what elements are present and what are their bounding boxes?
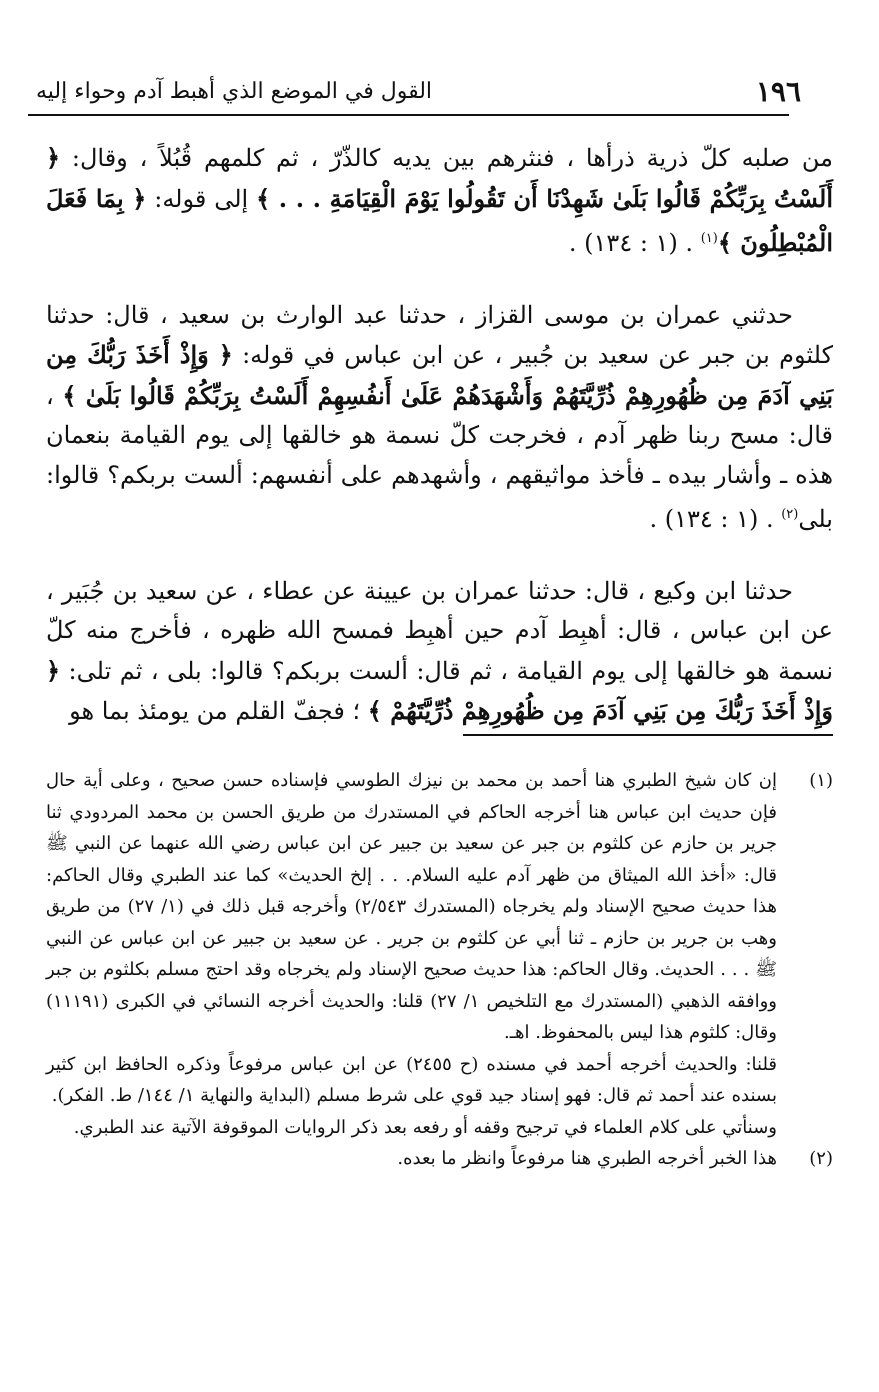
footnote-paragraph: قلنا: والحديث أخرجه أحمد في مسنده (ح ٢٤٥٥) عن ابن عباس مرفوعاً وذكره الحافظ ابن كثير بسنده عند أحمد ثم قال: فهو إسناد جيد قوي على شرط مسلم (البداية والنهاية ١/ ١٤٤/ ط. الفكر).	[46, 1053, 778, 1106]
footnote-paragraph: إن كان شيخ الطبري هنا أحمد بن محمد بن نيزك الطوسي فإسناده حسن صحيح ، وعلى أية حال فإن حديث ابن عباس هنا أخرجه الحاكم في المستدرك من طريق الحسن بن محمد المردودي ثنا جرير بن حازم عن كلثوم بن جبر عن سعيد بن جبير عن ابن عباس رضي الله عنهما عن النبي ﷺ قال: «أخذ الله الميثاق من ظهر آدم عليه السلام. . . إلخ الحديث» كما عند الطبري وقال الحاكم: هذا حديث صحيح الإسناد ولم يخرجاه (المستدرك ٢/٥٤٣) وأخرجه قبل ذلك في (١/ ٢٧) من طريق وهب بن جرير بن حازم ـ ثنا أبي عن كلثوم بن جرير . عن سعيد بن جبير عن ابن عباس عن النبي ﷺ . . . الحديث. وقال الحاكم: هذا حديث صحيح الإسناد ولم يخرجاه وقد احتج مسلم بكلثوم بن جبر ووافقه الذهبي (المستدرك مع التلخيص ١/ ٢٧) قلنا: والحديث أخرجه النسائي في الكبرى (١١١٩١) وقال: كلثوم هذا ليس بالمحفوظ. اهـ.	[46, 770, 778, 1043]
footnote-body	[46, 1143, 777, 1175]
text-span: ؛ فجفّ القلم من يومئذ بما هو	[69, 697, 368, 725]
footnotes	[46, 765, 833, 1175]
paragraph-2	[46, 296, 833, 540]
text-span: من صلبه كلّ ذرية ذرأها ، فنثرهم بين يديه كالذّرّ ، ثم كلمهم قُبُلاً ، وقال:	[71, 144, 833, 172]
footnote-2	[46, 1143, 833, 1175]
text-span: حدثني عمران بن موسى القزاز ، حدثنا عبد الوارث بن سعيد ، قال: حدثنا كلثوم بن جبر عن سعيد بن جُبير ، عن ابن عباس في قوله:	[46, 300, 833, 369]
footnote-ref-1[interactable]: (١)	[700, 231, 718, 246]
footnote-paragraph: هذا الخبر أخرجه الطبري هنا مرفوعاً وانظر ما بعده.	[397, 1148, 777, 1169]
footnote-ref-2[interactable]: (٢)	[781, 507, 799, 522]
text-span: حدثنا ابن وكيع ، قال: حدثنا عمران بن عيينة عن عطاء ، عن سعيد بن جُبَير ، عن ابن عباس ، قال: أهبِط آدم حين أهبِط فمسح الله ظهره ، فأخرج منه كلّ نسمة هو خالقها إلى يوم القيامة ، ثم قال: ألست بربكم؟ قالوا: بلى ، ثم تلى:	[46, 576, 833, 685]
quran-verse: ﴿ وَإِذْ أَخَذَ رَبُّكَ مِن بَنِي آدَمَ مِن ظُهُورِهِمْ ذُرِّيَّتَهُمْ ﴾	[46, 655, 833, 725]
footnote-paragraph: وسنأتي على كلام العلماء في ترجيح وقفه أو رفعه بعد ذكر الروايات الموقوفة الآتية عند الطبري.	[73, 1116, 777, 1138]
paragraph-3	[46, 572, 833, 732]
footnote-number: (١)	[809, 770, 833, 791]
running-title: القول في الموضع الذي أهبط آدم وحواء إليه	[36, 79, 433, 104]
text-span: ، قال: مسح ربنا ظهر آدم ، فخرجت كلّ نسمة هو خالقها إلى يوم القيامة بنعمان هذه ـ وأشار بيده ـ فأخذ مواثيقهم ، وأشهدهم على أنفسهم: ألست بربكم؟ قالوا: بلى	[46, 381, 833, 533]
quran-verse: ﴿ وَإِذْ أَخَذَ رَبُّكَ مِن بَنِي آدَمَ مِن ظُهُورِهِمْ ذُرِّيَّتَهُمْ وَأَشْهَدَهُمْ عَلَىٰ أَنفُسِهِمْ أَلَسْتُ بِرَبِّكُمْ قَالُوا بَلَىٰ ﴾	[46, 340, 834, 410]
quran-verse: ﴿ بِمَا فَعَلَ الْمُبْطِلُونَ ﴾	[46, 183, 833, 257]
footnote-1	[46, 765, 833, 1143]
text-span: . (١ : ١٣٤) .	[649, 505, 782, 533]
quran-verse: ﴿ أَلَسْتُ بِرَبِّكُمْ قَالُوا بَلَىٰ شَهِدْنَا أَن تَقُولُوا يَوْمَ الْقِيَامَةِ . . . ﴾	[46, 143, 833, 213]
main-text	[46, 138, 833, 732]
footnote-number: (٢)	[809, 1148, 833, 1169]
paragraph-1	[46, 138, 833, 264]
footnote-body	[46, 765, 777, 1143]
text-span: إلى قوله:	[146, 184, 257, 213]
text-span: . (١ : ١٣٤) .	[568, 229, 701, 257]
page-number: ١٩٦	[755, 75, 801, 108]
footnote-divider	[463, 734, 833, 736]
